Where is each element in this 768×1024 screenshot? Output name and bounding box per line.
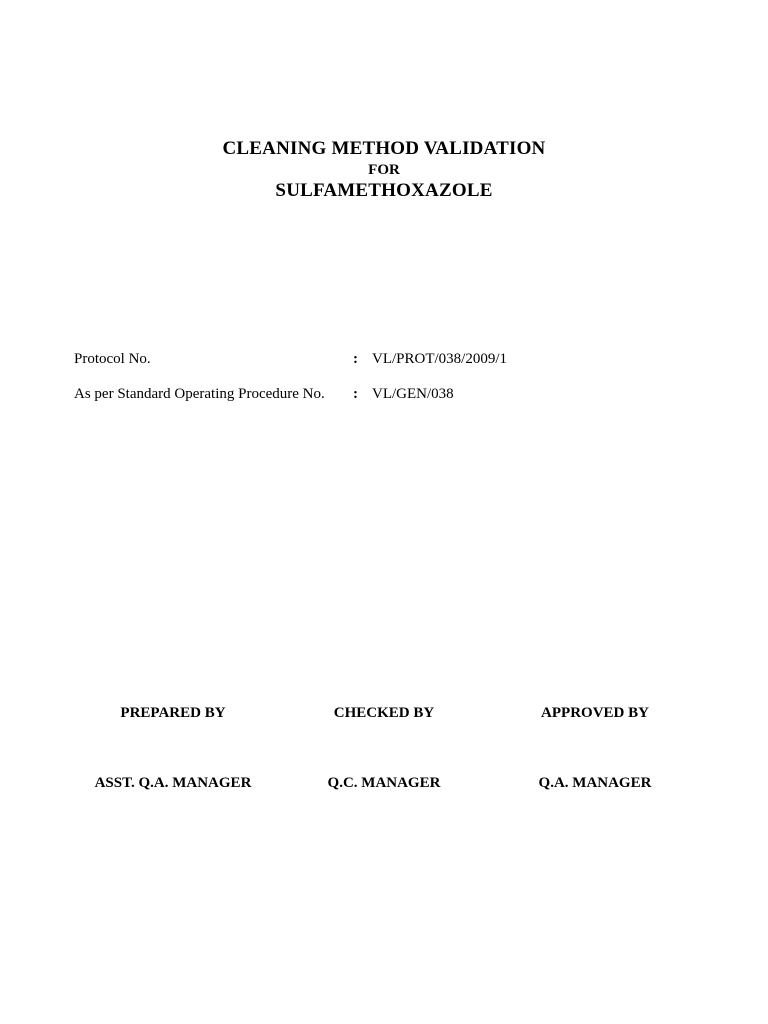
- title-line-main: CLEANING METHOD VALIDATION: [222, 138, 546, 159]
- approved-by-heading: APPROVED BY: [541, 705, 649, 721]
- signature-headers: [0, 703, 768, 723]
- prepared-by-heading: PREPARED BY: [120, 705, 226, 721]
- preparer-role: ASST. Q.A. MANAGER: [94, 775, 252, 791]
- checked-by-heading: CHECKED BY: [333, 705, 435, 721]
- title-line-for: FOR: [368, 162, 400, 178]
- protocol-number-label: Protocol No.: [74, 351, 151, 367]
- sop-number-separator: :: [353, 386, 358, 402]
- checker-role: Q.C. MANAGER: [327, 775, 441, 791]
- protocol-number-separator: :: [353, 351, 358, 367]
- sop-number-value: VL/GEN/038: [372, 386, 454, 402]
- title-line-product: SULFAMETHOXAZOLE: [275, 180, 493, 201]
- document-title: [0, 137, 768, 203]
- sop-number-label: As per Standard Operating Procedure No.: [74, 386, 325, 402]
- approver-role: Q.A. MANAGER: [538, 775, 652, 791]
- protocol-number-value: VL/PROT/038/2009/1: [372, 351, 508, 367]
- signature-roles: [0, 773, 768, 793]
